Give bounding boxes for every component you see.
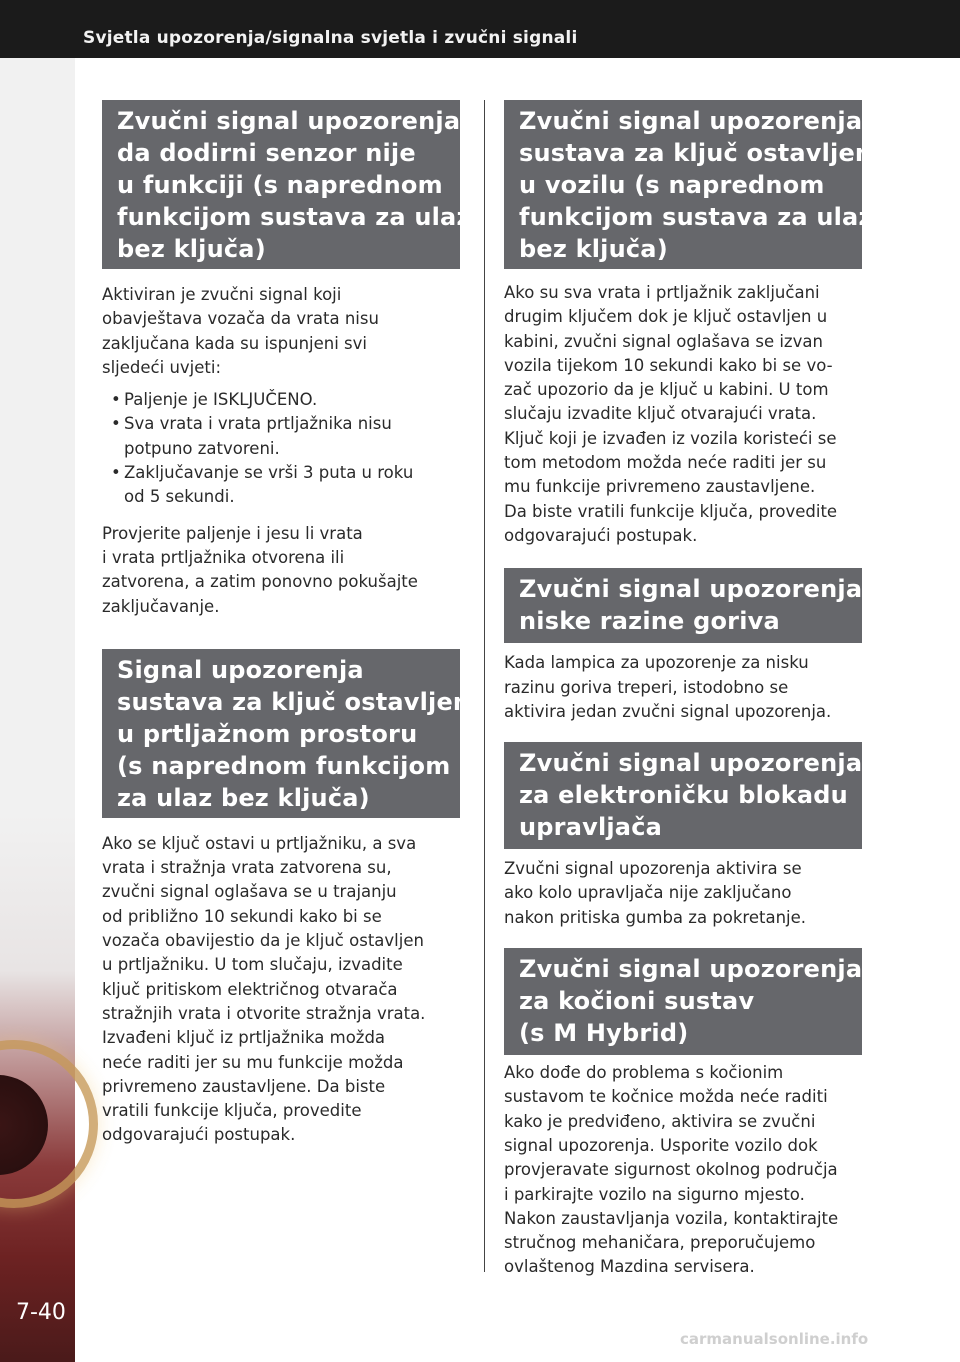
text-line: kabini, zvučni signal oglašava se izvan bbox=[504, 331, 823, 351]
text-line: signal upozorenja. Usporite vozilo dok bbox=[504, 1135, 818, 1155]
text-line: zač upozorio da je ključ u kabini. U tom bbox=[504, 380, 829, 400]
heading-line: Zvučni signal upozorenja bbox=[519, 749, 863, 778]
text-line: stražnjih vrata i otvorite stražnja vrata. bbox=[102, 1003, 426, 1023]
text-line: Paljenje je ISKLJUČENO. bbox=[124, 390, 318, 410]
text-line: Zvučni signal upozorenja aktivira se bbox=[504, 859, 802, 879]
text-line: vratili funkcije ključa, provedite bbox=[102, 1101, 362, 1121]
text-line: Kada lampica za upozorenje za nisku bbox=[504, 653, 809, 673]
text-line: Ako se ključ ostavi u prtljažniku, a sva bbox=[102, 833, 417, 853]
watermark: carmanualsonline.info bbox=[680, 1330, 869, 1348]
heading-line: sustava za ključ ostavljen bbox=[519, 139, 873, 167]
text-line: Ključ koji je izvađen iz vozila koristeći se bbox=[504, 428, 837, 448]
section-heading-key-in-trunk bbox=[102, 649, 471, 818]
left-column bbox=[102, 100, 471, 1148]
heading-line: upravljača bbox=[519, 813, 663, 842]
text-line: zatvorena, a zatim ponovno pokušajte bbox=[102, 572, 418, 592]
text-line: vozila tijekom 10 sekundi kako bi se vo- bbox=[504, 355, 833, 375]
heading-line: za kočioni sustav bbox=[519, 987, 755, 1016]
text-line: zvučni signal oglašava se u trajanju bbox=[102, 882, 397, 902]
intro-paragraph bbox=[102, 283, 460, 380]
text-line: Ako dođe do problema s kočionim bbox=[504, 1063, 784, 1083]
bullet-icon: • bbox=[111, 463, 121, 483]
heading-line: Zvučni signal upozorenja bbox=[519, 107, 863, 135]
heading-line: sustava za ključ ostavljen bbox=[117, 687, 471, 716]
text-line: stručnog mehaničara, preporučujemo bbox=[504, 1233, 816, 1253]
page-number: 7-40 bbox=[16, 1300, 66, 1325]
heading-line: Signal upozorenja bbox=[117, 655, 364, 684]
text-line: obavještava vozača da vrata nisu bbox=[102, 309, 379, 329]
text-line: Da biste vratili funkcije ključa, provedite bbox=[504, 501, 838, 521]
text-line: i parkirajte vozilo na sigurno mjesto. bbox=[504, 1184, 805, 1204]
header-title: Svjetla upozorenja/signalna svjetla i zvučni signali bbox=[83, 28, 578, 48]
text-line: sljedeći uvjeti: bbox=[102, 357, 222, 377]
text-line: Zaključavanje se vrši 3 puta u roku bbox=[124, 463, 414, 483]
list-item bbox=[102, 461, 460, 510]
text-line: mu funkcije privremeno zaustavljene. bbox=[504, 477, 816, 497]
list-item bbox=[102, 412, 460, 461]
text-line: vozača obavijestio da je ključ ostavljen bbox=[102, 931, 424, 951]
bullet-icon: • bbox=[111, 414, 121, 434]
text-line: vrata i stražnja vrata zatvorena su, bbox=[102, 858, 392, 878]
heading-line: Zvučni signal upozorenja bbox=[519, 575, 863, 604]
section-heading-low-fuel bbox=[504, 568, 862, 643]
text-line: Provjerite paljenje i jesu li vrata bbox=[102, 523, 363, 543]
heading-line: bez ključa) bbox=[117, 235, 266, 263]
low-fuel-paragraph bbox=[504, 651, 862, 724]
text-line: Aktiviran je zvučni signal koji bbox=[102, 285, 342, 304]
heading-line: funkcijom sustava za ulaz bbox=[519, 203, 873, 231]
text-line: ključ pritiskom električnog otvarača bbox=[102, 979, 398, 999]
text-line: od 5 sekundi. bbox=[124, 487, 235, 507]
text-line: Ako su sva vrata i prtljažnik zaključani bbox=[504, 283, 820, 302]
text-line: potpuno zatvoreni. bbox=[124, 438, 280, 458]
text-line: Nakon zaustavljanja vozila, kontaktirajte bbox=[504, 1208, 839, 1228]
section-heading-touch-sensor bbox=[102, 100, 471, 269]
text-line: ovlaštenog Mazdina servisera. bbox=[504, 1257, 755, 1277]
text-line: drugim ključem dok je ključ ostavljen u bbox=[504, 307, 828, 327]
heading-line: za ulaz bez ključa) bbox=[117, 783, 370, 812]
text-line: od približno 10 sekundi kako bi se bbox=[102, 906, 382, 926]
steering-lock-paragraph bbox=[504, 857, 862, 930]
text-line: odgovarajući postupak. bbox=[504, 525, 698, 545]
text-line: provjeravate sigurnost okolnog područja bbox=[504, 1160, 838, 1180]
text-line: odgovarajući postupak. bbox=[102, 1125, 296, 1145]
text-line: u prtljažniku. U tom slučaju, izvadite bbox=[102, 955, 403, 975]
heading-line: da dodirni senzor nije bbox=[117, 139, 416, 167]
conditions-list bbox=[102, 388, 460, 509]
text-line: zaključana kada su ispunjeni svi bbox=[102, 333, 367, 353]
section-heading-key-in-cabin bbox=[504, 100, 873, 269]
heading-line: funkcijom sustava za ulaz bbox=[117, 203, 471, 231]
text-line: privremeno zaustavljene. Da biste bbox=[102, 1076, 386, 1096]
bullet-icon: • bbox=[111, 390, 121, 410]
brake-system-paragraph bbox=[504, 1061, 862, 1280]
text-line: razinu goriva treperi, istodobno se bbox=[504, 677, 789, 697]
column-divider bbox=[484, 100, 485, 1272]
text-line: slučaju izvadite ključ otvarajući vrata. bbox=[504, 404, 817, 424]
gauge-ring-image bbox=[0, 1040, 98, 1208]
section-heading-steering-lock bbox=[504, 742, 862, 849]
text-line: sustavom te kočnice možda neće raditi bbox=[504, 1087, 828, 1107]
heading-line: (s naprednom funkcijom bbox=[117, 751, 451, 780]
text-line: i vrata prtljažnika otvorena ili bbox=[102, 547, 345, 567]
right-column bbox=[504, 100, 873, 1280]
heading-line: za elektroničku blokadu bbox=[519, 781, 848, 810]
heading-line: (s M Hybrid) bbox=[519, 1019, 689, 1048]
text-line: kako je predviđeno, aktivira se zvučni bbox=[504, 1111, 816, 1131]
section-heading-brake-system bbox=[504, 948, 862, 1055]
cabin-paragraph bbox=[504, 281, 862, 548]
heading-line: Zvučni signal upozorenja bbox=[117, 107, 461, 135]
text-line: Izvađeni ključ iz prtljažnika možda bbox=[102, 1028, 386, 1048]
text-line: nakon pritiska gumba za pokretanje. bbox=[504, 907, 807, 927]
outro-paragraph bbox=[102, 522, 460, 619]
text-line: Sva vrata i vrata prtljažnika nisu bbox=[124, 414, 392, 434]
trunk-paragraph bbox=[102, 832, 460, 1148]
heading-line: u funkciji (s naprednom bbox=[117, 171, 443, 199]
text-line: zaključavanje. bbox=[102, 596, 220, 616]
heading-line: Zvučni signal upozorenja bbox=[519, 955, 863, 984]
text-line: tom metodom možda neće raditi jer su bbox=[504, 453, 827, 473]
text-line: aktivira jedan zvučni signal upozorenja. bbox=[504, 701, 832, 721]
text-line: ako kolo upravljača nije zaključano bbox=[504, 883, 792, 903]
list-item bbox=[102, 388, 460, 412]
page-header bbox=[0, 0, 960, 58]
heading-line: bez ključa) bbox=[519, 235, 668, 263]
text-line: neće raditi jer su mu funkcije možda bbox=[102, 1052, 404, 1072]
heading-line: niske razine goriva bbox=[519, 607, 780, 636]
heading-line: u prtljažnom prostoru bbox=[117, 719, 418, 748]
heading-line: u vozilu (s naprednom bbox=[519, 171, 825, 199]
